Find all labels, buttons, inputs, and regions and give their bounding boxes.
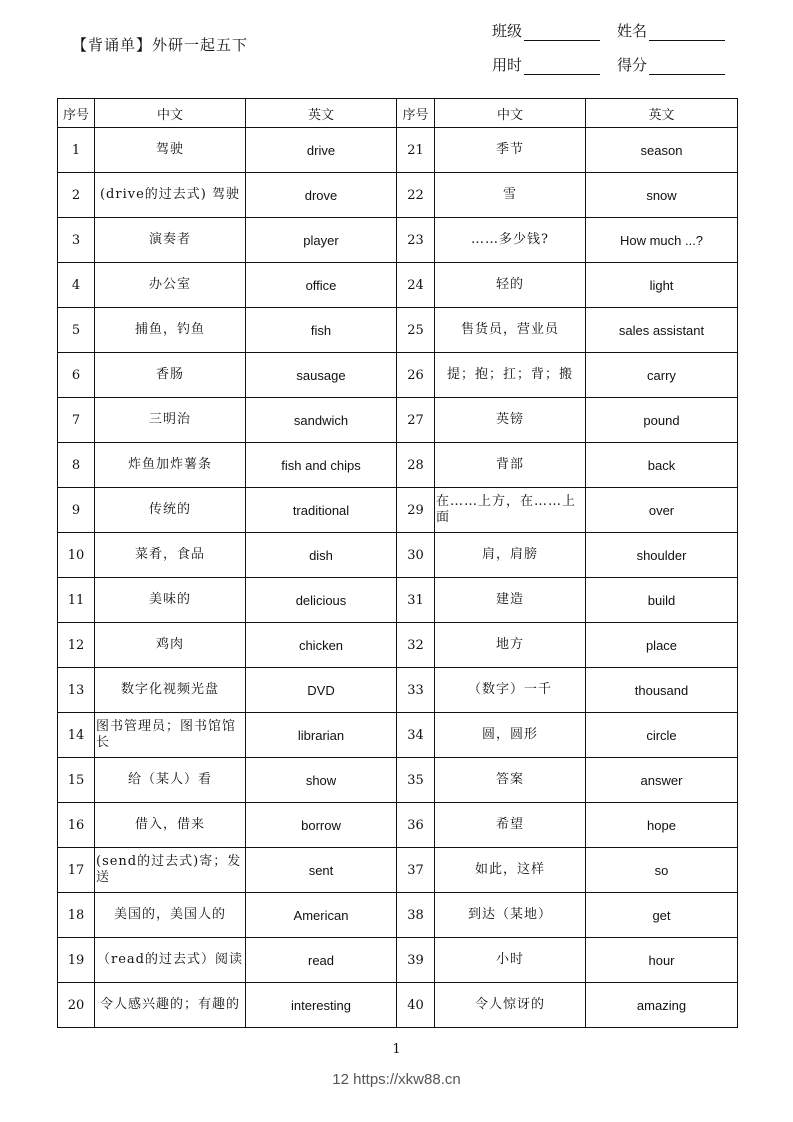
table-row — [58, 398, 738, 443]
name-blank — [649, 26, 725, 41]
row-number: 10 — [58, 533, 95, 578]
english-term: sent — [246, 848, 397, 893]
english-term: dish — [246, 533, 397, 578]
chinese-term: 在……上方，在……上面 — [435, 488, 586, 533]
chinese-term: 小时 — [435, 938, 586, 983]
english-term: back — [586, 443, 738, 488]
english-term: circle — [586, 713, 738, 758]
chinese-term: 肩，肩膀 — [435, 533, 586, 578]
chinese-term: 借入，借来 — [95, 803, 246, 848]
header-chinese: 中文 — [95, 99, 246, 128]
table-row — [58, 668, 738, 713]
page-number: 1 — [392, 1042, 401, 1057]
english-term: carry — [586, 353, 738, 398]
row-number: 12 — [58, 623, 95, 668]
chinese-term: 答案 — [435, 758, 586, 803]
chinese-term: 英镑 — [435, 398, 586, 443]
chinese-term: 三明治 — [95, 398, 246, 443]
english-term: so — [586, 848, 738, 893]
class-label: 班级 — [492, 22, 523, 40]
english-term: fish — [246, 308, 397, 353]
table-row — [58, 893, 738, 938]
english-term: shoulder — [586, 533, 738, 578]
chinese-term: 驾驶 — [95, 128, 246, 173]
score-label: 得分 — [617, 56, 648, 74]
chinese-term: 到达（某地） — [435, 893, 586, 938]
table-row — [58, 488, 738, 533]
table-row — [58, 983, 738, 1028]
english-term: chicken — [246, 623, 397, 668]
row-number: 40 — [397, 983, 435, 1028]
chinese-term: 季节 — [435, 128, 586, 173]
row-number: 29 — [397, 488, 435, 533]
row-number: 14 — [58, 713, 95, 758]
row-number: 30 — [397, 533, 435, 578]
row-number: 39 — [397, 938, 435, 983]
english-term: snow — [586, 173, 738, 218]
table-row — [58, 128, 738, 173]
chinese-term: ……多少钱? — [435, 218, 586, 263]
row-number: 4 — [58, 263, 95, 308]
chinese-term: 美国的，美国人的 — [95, 893, 246, 938]
row-number: 13 — [58, 668, 95, 713]
row-number: 6 — [58, 353, 95, 398]
row-number: 15 — [58, 758, 95, 803]
chinese-term: 建造 — [435, 578, 586, 623]
row-number: 9 — [58, 488, 95, 533]
row-number: 3 — [58, 218, 95, 263]
english-term: thousand — [586, 668, 738, 713]
chinese-term: 鸡肉 — [95, 623, 246, 668]
chinese-term: 美味的 — [95, 578, 246, 623]
chinese-term: 地方 — [435, 623, 586, 668]
table-row — [58, 848, 738, 893]
score-blank — [649, 60, 725, 75]
row-number: 25 — [397, 308, 435, 353]
chinese-term: 如此，这样 — [435, 848, 586, 893]
english-term: drive — [246, 128, 397, 173]
chinese-term: （read的过去式）阅读 — [95, 938, 246, 983]
table-header-row — [58, 99, 738, 128]
score-field — [617, 54, 725, 75]
english-term: fish and chips — [246, 443, 397, 488]
chinese-term: 给（某人）看 — [95, 758, 246, 803]
row-number: 21 — [397, 128, 435, 173]
english-term: delicious — [246, 578, 397, 623]
name-field — [617, 20, 725, 41]
table-row — [58, 758, 738, 803]
english-term: hope — [586, 803, 738, 848]
english-term: season — [586, 128, 738, 173]
row-number: 20 — [58, 983, 95, 1028]
row-number: 31 — [397, 578, 435, 623]
row-number: 36 — [397, 803, 435, 848]
chinese-term: (send的过去式)寄；发送 — [95, 848, 246, 893]
english-term: player — [246, 218, 397, 263]
row-number: 17 — [58, 848, 95, 893]
english-term: interesting — [246, 983, 397, 1028]
chinese-term: 轻的 — [435, 263, 586, 308]
english-term: drove — [246, 173, 397, 218]
english-term: office — [246, 263, 397, 308]
row-number: 38 — [397, 893, 435, 938]
table-row — [58, 803, 738, 848]
chinese-term: 炸鱼加炸薯条 — [95, 443, 246, 488]
row-number: 5 — [58, 308, 95, 353]
chinese-term: 提；抱；扛；背；搬 — [435, 353, 586, 398]
chinese-term: 传统的 — [95, 488, 246, 533]
row-number: 19 — [58, 938, 95, 983]
row-number: 22 — [397, 173, 435, 218]
row-number: 8 — [58, 443, 95, 488]
chinese-term: 令人惊讶的 — [435, 983, 586, 1028]
row-number: 2 — [58, 173, 95, 218]
english-term: get — [586, 893, 738, 938]
header-chinese-2: 中文 — [435, 99, 586, 128]
chinese-term: 菜肴，食品 — [95, 533, 246, 578]
time-blank — [524, 60, 600, 75]
table-row — [58, 623, 738, 668]
english-term: traditional — [246, 488, 397, 533]
chinese-term: 数字化视频光盘 — [95, 668, 246, 713]
table-row — [58, 938, 738, 983]
english-term: librarian — [246, 713, 397, 758]
english-term: light — [586, 263, 738, 308]
english-term: answer — [586, 758, 738, 803]
english-term: place — [586, 623, 738, 668]
table-row — [58, 713, 738, 758]
chinese-term: 捕鱼，钓鱼 — [95, 308, 246, 353]
table-row — [58, 353, 738, 398]
chinese-term: 图书管理员；图书馆馆长 — [95, 713, 246, 758]
table-row — [58, 533, 738, 578]
english-term: DVD — [246, 668, 397, 713]
class-blank — [524, 26, 600, 41]
class-field — [492, 20, 600, 41]
time-field — [492, 54, 600, 75]
chinese-term: 圆，圆形 — [435, 713, 586, 758]
chinese-term: 雪 — [435, 173, 586, 218]
row-number: 18 — [58, 893, 95, 938]
row-number: 11 — [58, 578, 95, 623]
english-term: sandwich — [246, 398, 397, 443]
chinese-term: 办公室 — [95, 263, 246, 308]
english-term: sales assistant — [586, 308, 738, 353]
row-number: 26 — [397, 353, 435, 398]
header-number: 序号 — [58, 99, 95, 128]
header-english-2: 英文 — [586, 99, 738, 128]
english-term: American — [246, 893, 397, 938]
table-row — [58, 578, 738, 623]
english-term: amazing — [586, 983, 738, 1028]
row-number: 7 — [58, 398, 95, 443]
english-term: read — [246, 938, 397, 983]
row-number: 37 — [397, 848, 435, 893]
row-number: 35 — [397, 758, 435, 803]
english-term: borrow — [246, 803, 397, 848]
row-number: 16 — [58, 803, 95, 848]
header-number-2: 序号 — [397, 99, 435, 128]
english-term: How much ...? — [586, 218, 738, 263]
row-number: 28 — [397, 443, 435, 488]
row-number: 1 — [58, 128, 95, 173]
row-number: 33 — [397, 668, 435, 713]
row-number: 34 — [397, 713, 435, 758]
row-number: 27 — [397, 398, 435, 443]
chinese-term: (drive的过去式) 驾驶 — [95, 173, 246, 218]
time-label: 用时 — [492, 56, 523, 74]
document-title: 【背诵单】外研一起五下 — [72, 36, 249, 54]
row-number: 32 — [397, 623, 435, 668]
table-row — [58, 263, 738, 308]
chinese-term: 希望 — [435, 803, 586, 848]
chinese-term: 演奏者 — [95, 218, 246, 263]
footer-watermark: 12 https://xkw88.cn — [332, 1071, 461, 1088]
chinese-term: 售货员，营业员 — [435, 308, 586, 353]
chinese-term: （数字）一千 — [435, 668, 586, 713]
table-row — [58, 218, 738, 263]
english-term: sausage — [246, 353, 397, 398]
english-term: show — [246, 758, 397, 803]
english-term: over — [586, 488, 738, 533]
chinese-term: 令人感兴趣的；有趣的 — [95, 983, 246, 1028]
english-term: hour — [586, 938, 738, 983]
table-body — [58, 128, 738, 1028]
chinese-term: 香肠 — [95, 353, 246, 398]
english-term: pound — [586, 398, 738, 443]
vocabulary-table — [57, 98, 738, 1028]
chinese-term: 背部 — [435, 443, 586, 488]
name-label: 姓名 — [617, 22, 648, 40]
row-number: 23 — [397, 218, 435, 263]
header-english: 英文 — [246, 99, 397, 128]
table-row — [58, 173, 738, 218]
row-number: 24 — [397, 263, 435, 308]
table-row — [58, 443, 738, 488]
table-row — [58, 308, 738, 353]
english-term: build — [586, 578, 738, 623]
